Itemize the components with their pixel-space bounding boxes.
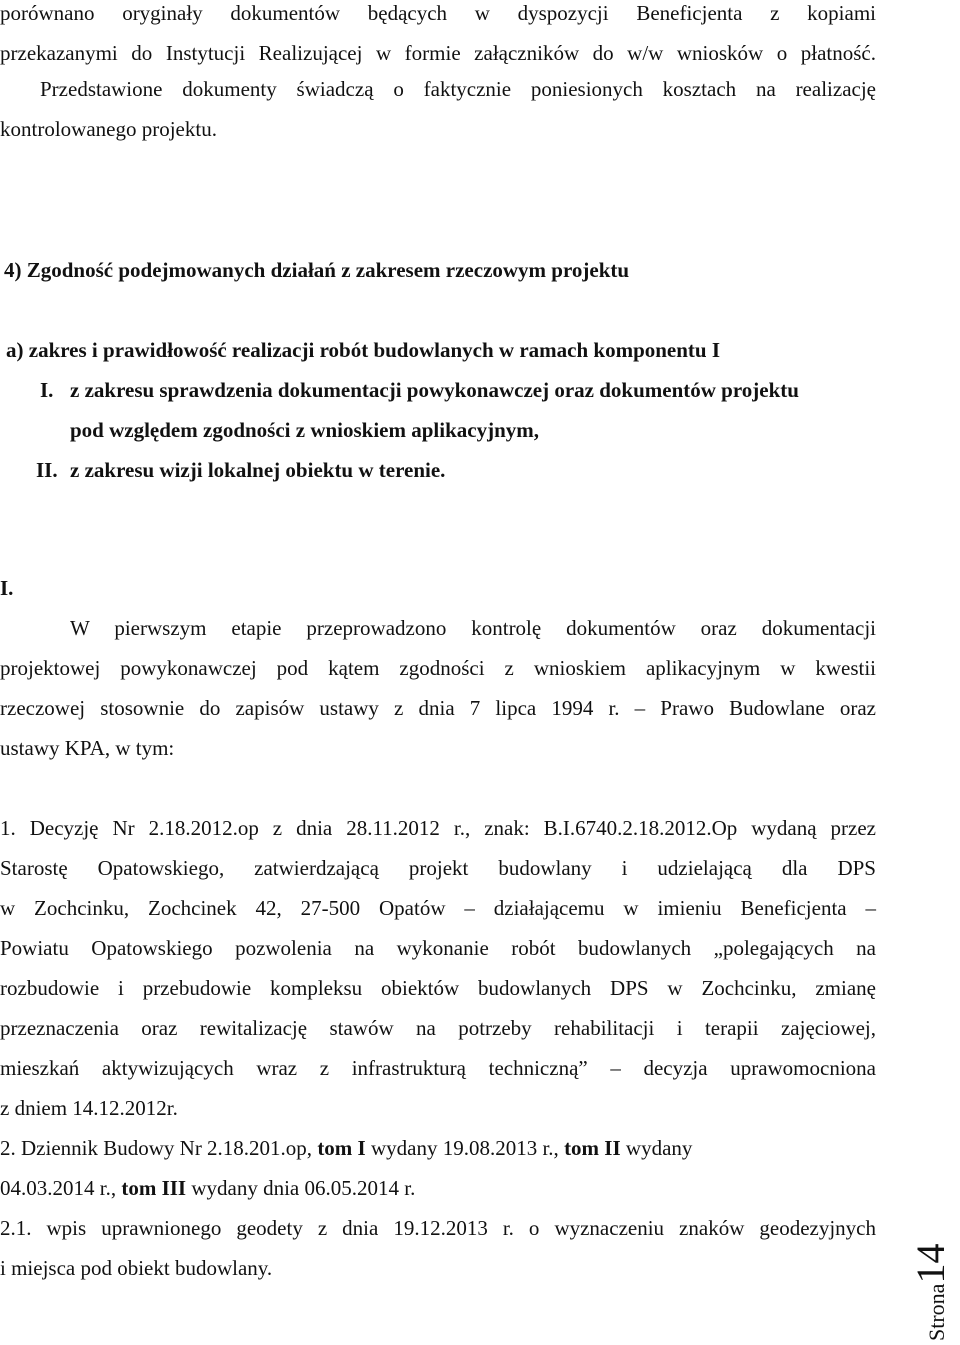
page-number: 14 <box>908 1243 953 1284</box>
list-line-9-part-2: wydany 19.08.2013 r., <box>365 1136 565 1160</box>
section-heading: 4) Zgodność podejmowanych działań z zakresem rzeczowym projektu <box>4 258 630 282</box>
list-line-10-part-2: wydany dnia 06.05.2014 r. <box>186 1176 416 1200</box>
list-line-2: Starostę Opatowskiego, zatwierdzającą projekt budowlany i udzielającą dla DPS <box>0 856 876 880</box>
list-line-9-part-3: wydany <box>620 1136 693 1160</box>
list-line-12: i miejsca pod obiekt budowlany. <box>0 1256 273 1280</box>
item-a: a) zakres i prawidłowość realizacji robót budowlanych w ramach komponentu I <box>6 338 721 362</box>
list-line-10-part-1: 04.03.2014 r., <box>0 1176 122 1200</box>
page-number-label <box>908 1201 956 1341</box>
paragraph-line-4: ustawy KPA, w tym: <box>0 736 175 760</box>
volume-3-label: tom III <box>121 1176 187 1200</box>
list-line-9 <box>0 1135 876 1161</box>
sub-item-1-line-1: z zakresu sprawdzenia dokumentacji powykonawczej oraz dokumentów projektu <box>70 378 799 402</box>
list-line-8: z dniem 14.12.2012r. <box>0 1096 178 1120</box>
sub-item-2-text: z zakresu wizji lokalnej obiektu w terenie. <box>70 458 446 482</box>
list-line-3: w Zochcinku, Zochcinek 42, 27-500 Opatów – działającemu w imieniu Beneficjenta – <box>0 896 876 920</box>
intro-line-4: kontrolowanego projektu. <box>0 117 217 141</box>
list-line-9-part-1: 2. Dziennik Budowy Nr 2.18.201.op, <box>0 1136 318 1160</box>
list-line-5: rozbudowie i przebudowie kompleksu obiektów budowlanych DPS w Zochcinku, zmianę <box>0 976 876 1000</box>
list-line-10 <box>0 1175 876 1201</box>
intro-line-1: porównano oryginały dokumentów będących w dyspozycji Beneficjenta z kopiami <box>0 1 876 25</box>
paragraph-line-1: W pierwszym etapie przeprowadzono kontrolę dokumentów oraz dokumentacji <box>70 616 876 640</box>
intro-line-2: przekazanymi do Instytucji Realizującej w formie załączników do w/w wniosków o płatność. <box>0 41 876 65</box>
volume-1-label: tom I <box>317 1136 366 1160</box>
sub-item-1-line-2: pod względem zgodności z wnioskiem aplikacyjnym, <box>70 418 540 442</box>
page-word: Strona <box>924 1283 949 1341</box>
list-line-6: przeznaczenia oraz rewitalizację stawów na potrzeby rehabilitacji i terapii zajęciowej, <box>0 1016 876 1040</box>
list-line-7: mieszkań aktywizujących wraz z infrastrukturą techniczną” – decyzja uprawomocniona <box>0 1056 876 1080</box>
list-line-1: 1. Decyzję Nr 2.18.2012.op z dnia 28.11.2012 r., znak: B.I.6740.2.18.2012.Op wydaną przez <box>0 816 876 840</box>
list-line-4: Powiatu Opatowskiego pozwolenia na wykonanie robót budowlanych „polegających na <box>0 936 876 960</box>
sub-item-1-number: I. <box>40 378 54 402</box>
sub-item-2-number: II. <box>36 458 58 482</box>
volume-2-label: tom II <box>564 1136 621 1160</box>
part-marker: I. <box>0 576 14 600</box>
intro-line-3: Przedstawione dokumenty świadczą o faktycznie poniesionych kosztach na realizację <box>40 77 876 101</box>
paragraph-line-3: rzeczowej stosownie do zapisów ustawy z dnia 7 lipca 1994 r. – Prawo Budowlane oraz <box>0 696 876 720</box>
paragraph-line-2: projektowej powykonawczej pod kątem zgodności z wnioskiem aplikacyjnym w kwestii <box>0 656 876 680</box>
list-line-11: 2.1. wpis uprawnionego geodety z dnia 19.12.2013 r. o wyznaczeniu znaków geodezyjnych <box>0 1216 876 1240</box>
